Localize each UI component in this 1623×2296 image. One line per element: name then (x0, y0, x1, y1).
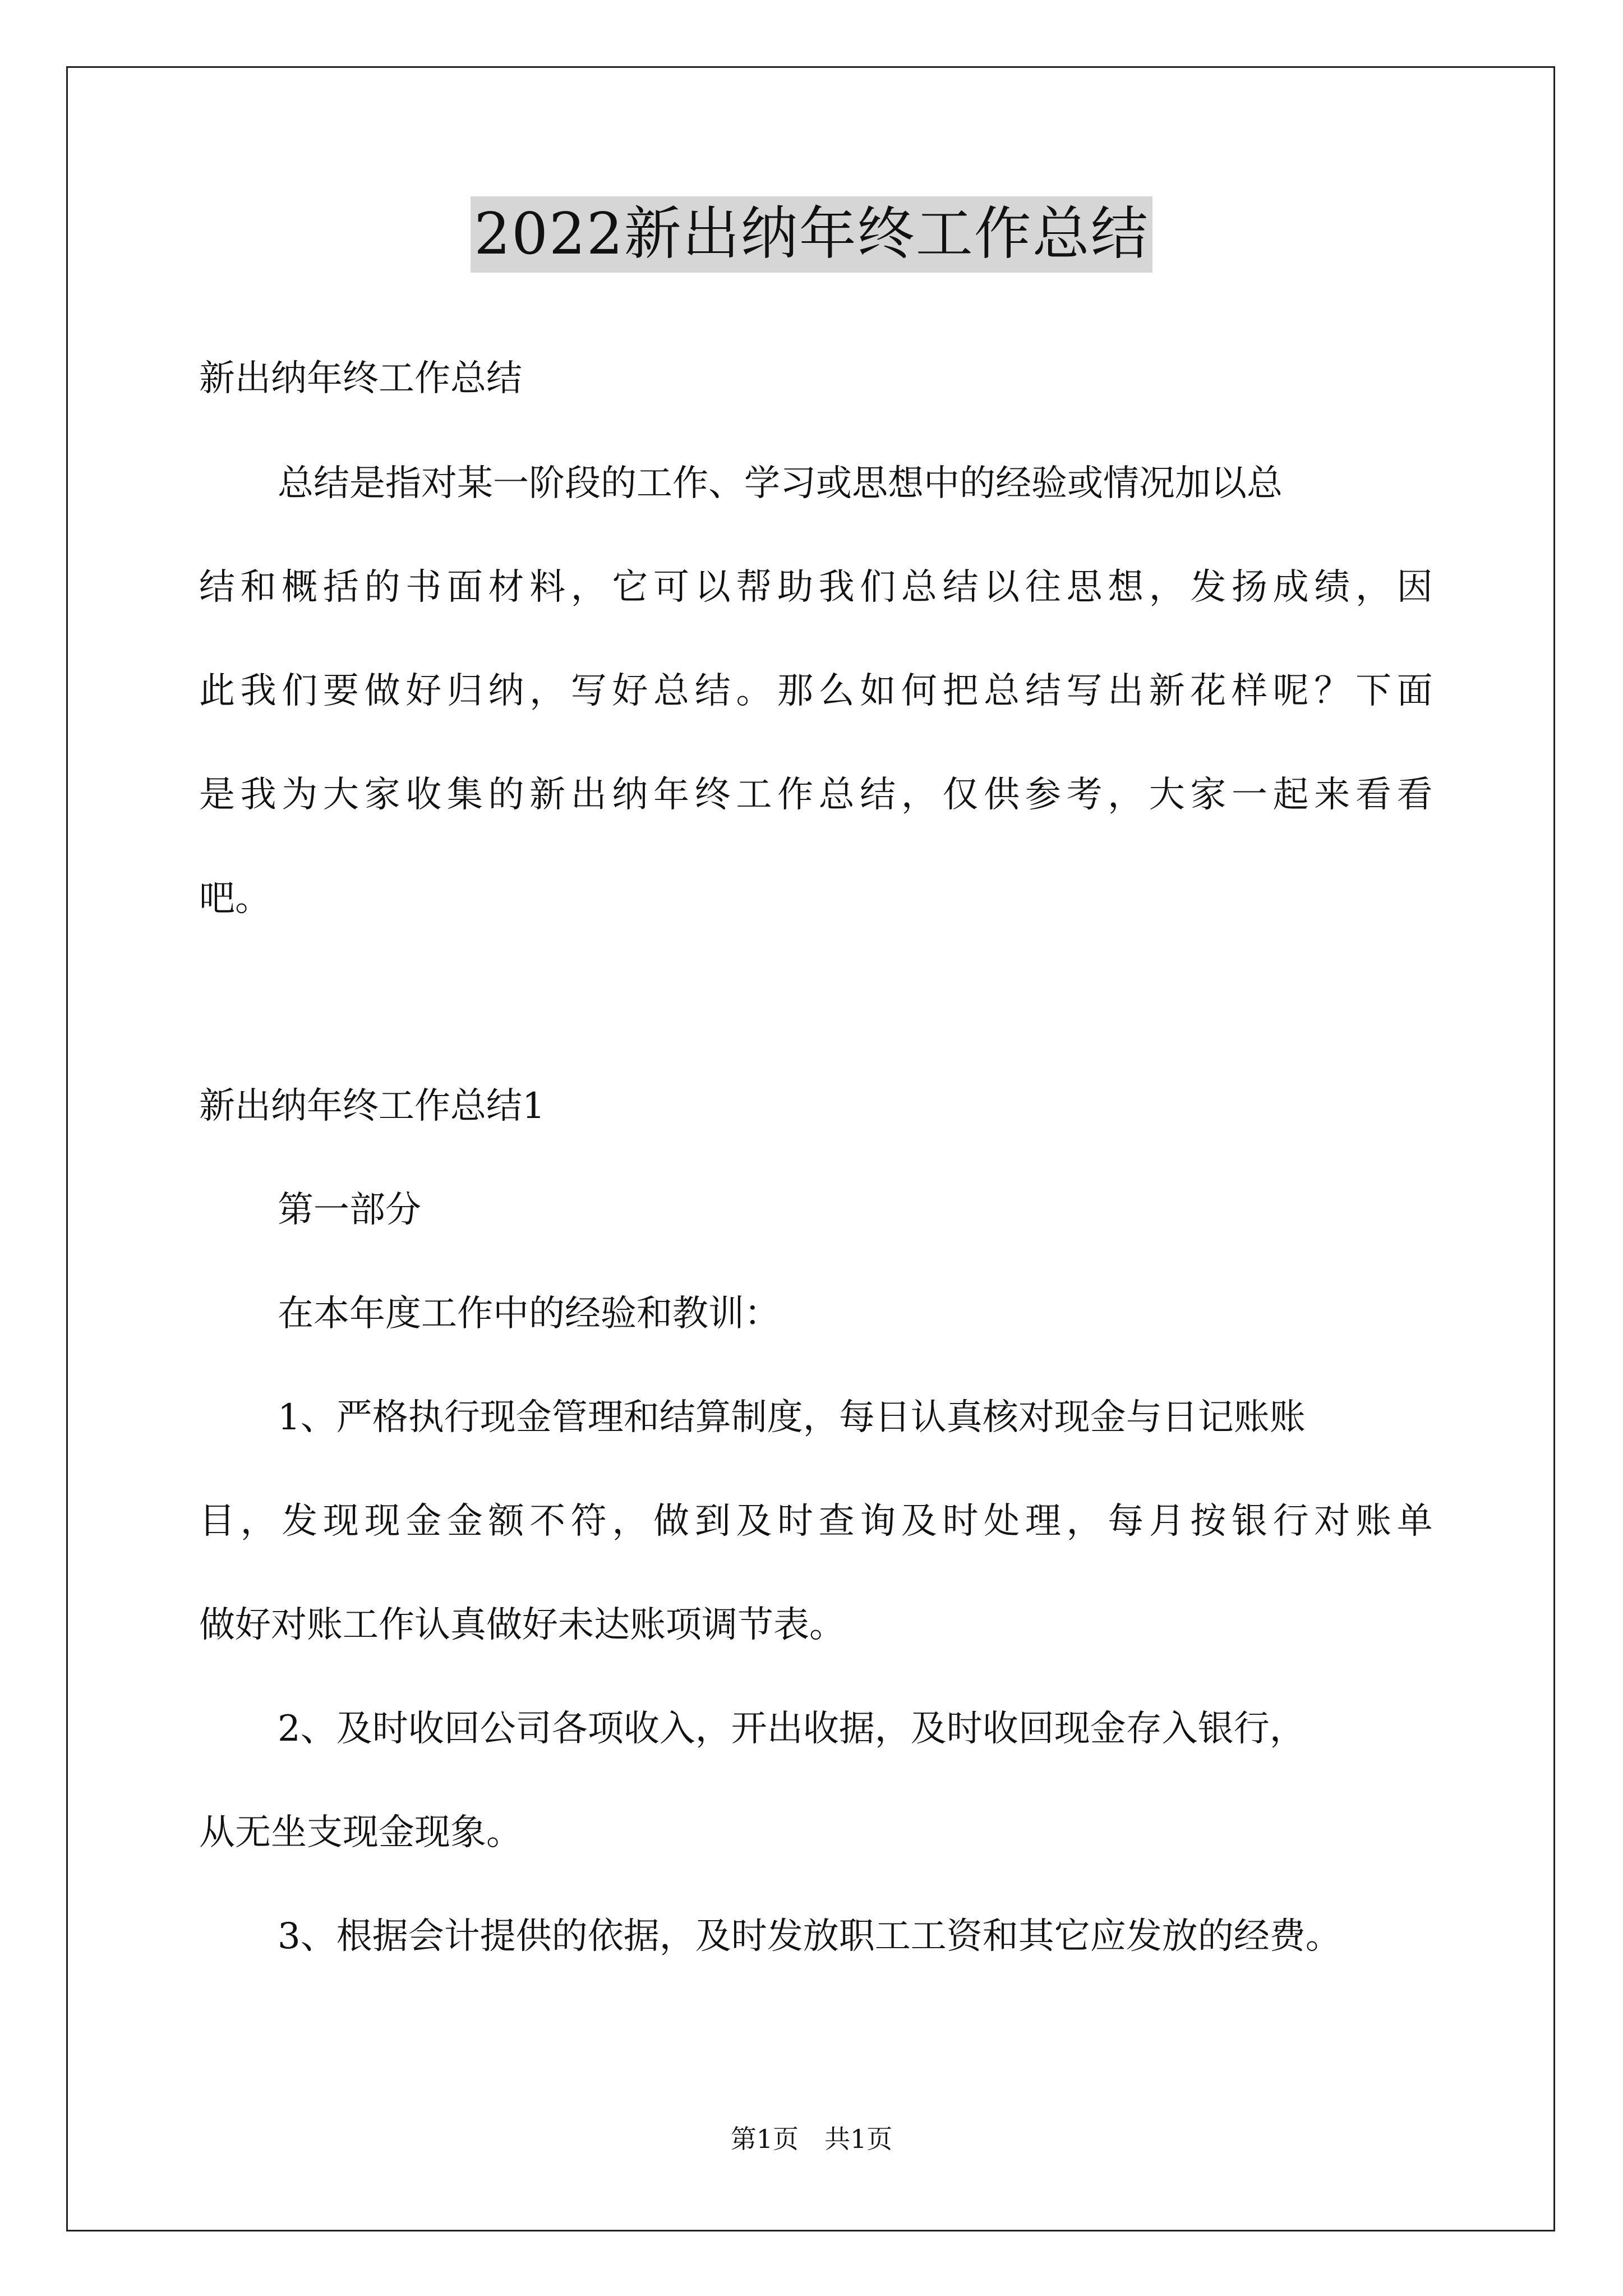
intro-line-1: 总结是指对某一阶段的工作、学习或思想中的经验或情况加以总 (278, 463, 1283, 504)
section-heading: 新出纳年终工作总结1 (199, 1085, 545, 1127)
intro-line-3: 此 我 们 要 做 好 归 纳 ， 写 好 总 结 。 那 么 如 何 把 总 结 写 出 新 花 样 呢 ？ 下 面 (199, 670, 1433, 712)
item2-line-1: 2、及时收回公司各项收入，开出收据，及时收回现金存入银行， (278, 1708, 1306, 1750)
item1-line-1: 1、严格执行现金管理和结算制度，每日认真核对现金与日记账账 (278, 1397, 1306, 1438)
item3-line-1: 3、根据会计提供的依据，及时发放职工工资和其它应发放的经费。 (278, 1916, 1341, 1957)
intro-line-5: 吧。 (199, 878, 271, 919)
page-footer: 第1页 共1页 (730, 2124, 893, 2154)
intro-line-4: 是 我 为 大 家 收 集 的 新 出 纳 年 终 工 作 总 结 ， 仅 供 参 考 ， 大 家 一 起 来 看 看 (199, 774, 1433, 816)
item2-line-2: 从无坐支现金现象。 (199, 1812, 522, 1853)
subtitle: 新出纳年终工作总结 (199, 358, 522, 399)
intro-line-2: 结 和 概 括 的 书 面 材 料 ， 它 可 以 帮 助 我 们 总 结 以 往 思 想 ， 发 扬 成 绩 ， 因 (199, 567, 1433, 608)
item1-line-3: 做好对账工作认真做好未达账项调节表。 (199, 1604, 845, 1646)
item1-line-2: 目 ， 发 现 现 金 金 额 不 符 ， 做 到 及 时 查 询 及 时 处 理 ， 每 月 按 银 行 对 账 单 (199, 1501, 1433, 1542)
title-wrap (0, 196, 1623, 273)
part-heading: 第一部分 (278, 1189, 421, 1231)
document-title: 2022新出纳年终工作总结 (471, 196, 1152, 273)
lesson-heading: 在本年度工作中的经验和教训： (278, 1293, 780, 1335)
